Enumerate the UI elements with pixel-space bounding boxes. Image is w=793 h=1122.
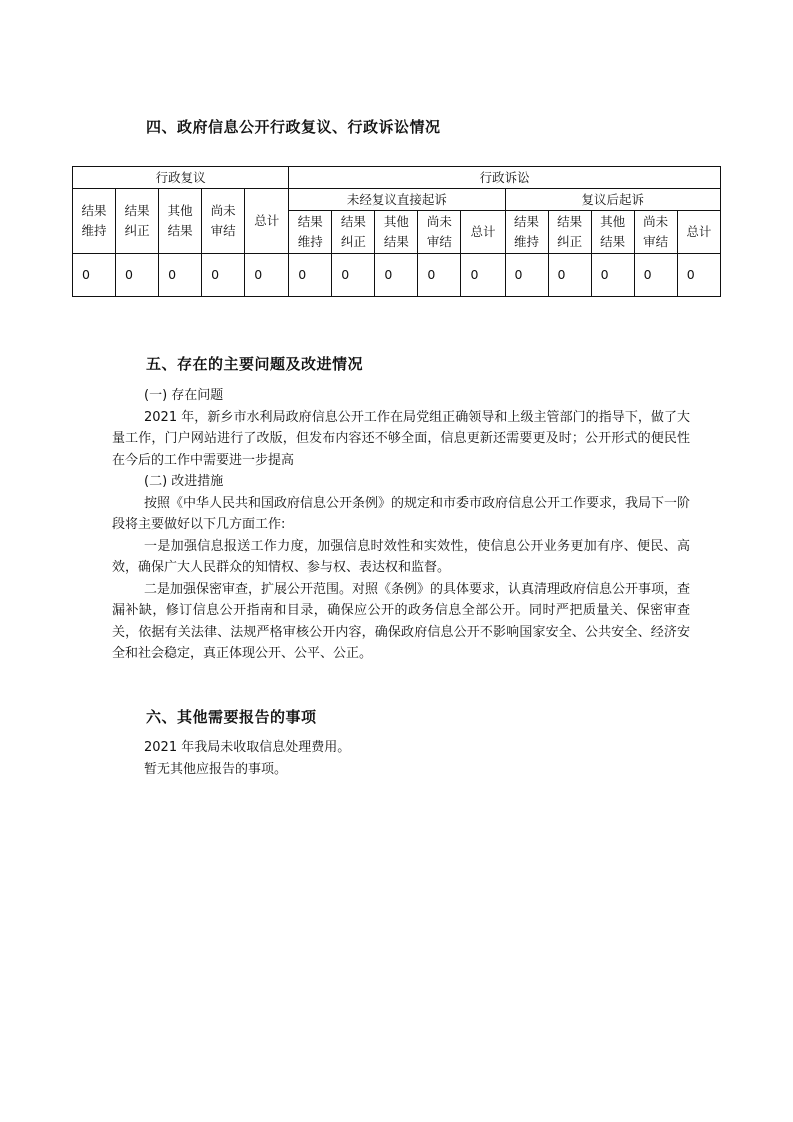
after-col-total: 总计 (677, 211, 720, 254)
value-cell: 0 (289, 254, 332, 297)
value-cell: 0 (461, 254, 505, 297)
measures-subheading: (二) 改进措施 (144, 474, 224, 489)
direct-col-pending: 尚未 审结 (418, 211, 461, 254)
value-cell: 0 (202, 254, 245, 297)
section5-body (112, 385, 690, 665)
value-cell: 0 (375, 254, 418, 297)
section6-heading: 六、其他需要报告的事项 (146, 708, 317, 726)
problems-paragraph: 2021 年，新乡市水利局政府信息公开工作在局党组正确领导和上级主管部门的指导下，做了大量工作，门户网站进行了改版，但发布内容还不够全面，信息更新还需要更及时；公开形式的便民性在今后的工作中需要进一步提高 (112, 409, 690, 468)
value-cell: 0 (548, 254, 591, 297)
value-cell: 0 (634, 254, 677, 297)
review-col-total: 总计 (245, 189, 289, 254)
section6-body (144, 737, 684, 780)
review-col-maintain: 结果 维持 (73, 189, 116, 254)
measures-intro-paragraph: 按照《中华人民共和国政府信息公开条例》的规定和市委市政府信息公开工作要求，我局下一阶段将主要做好以下几方面工作: (112, 495, 691, 532)
value-cell: 0 (73, 254, 116, 297)
review-col-other: 其他 结果 (159, 189, 202, 254)
review-col-correct: 结果 纠正 (116, 189, 159, 254)
direct-col-maintain: 结果 维持 (289, 211, 332, 254)
review-litigation-table (72, 166, 721, 297)
section4-heading: 四、政府信息公开行政复议、行政诉讼情况 (146, 118, 441, 136)
after-col-maintain: 结果 维持 (505, 211, 548, 254)
value-cell: 0 (245, 254, 289, 297)
table-row (73, 254, 721, 297)
section5-heading: 五、存在的主要问题及改进情况 (146, 355, 364, 373)
value-cell: 0 (591, 254, 634, 297)
value-cell: 0 (332, 254, 375, 297)
measure-one-paragraph: 一是加强信息报送工作力度，加强信息时效性和实效性，使信息公开业务更加有序、便民、高效，确保广大人民群众的知情权、参与权、表达权和监督。 (112, 538, 690, 575)
admin-litigation-header: 行政诉讼 (289, 167, 721, 189)
after-review-header: 复议后起诉 (505, 189, 721, 211)
after-col-correct: 结果 纠正 (548, 211, 591, 254)
other-matters-statement: 暂无其他应报告的事项。 (144, 761, 288, 777)
value-cell: 0 (418, 254, 461, 297)
direct-col-other: 其他 结果 (375, 211, 418, 254)
problems-subheading: (一) 存在问题 (144, 388, 224, 403)
value-cell: 0 (116, 254, 159, 297)
direct-col-correct: 结果 纠正 (332, 211, 375, 254)
fee-statement: 2021 年我局未收取信息处理费用。 (144, 740, 351, 755)
review-col-pending: 尚未 审结 (202, 189, 245, 254)
value-cell: 0 (159, 254, 202, 297)
value-cell: 0 (677, 254, 720, 297)
direct-litigation-header: 未经复议直接起诉 (289, 189, 505, 211)
value-cell: 0 (505, 254, 548, 297)
direct-col-total: 总计 (461, 211, 505, 254)
after-col-other: 其他 结果 (591, 211, 634, 254)
admin-review-header: 行政复议 (73, 167, 289, 189)
measure-two-paragraph: 二是加强保密审查，扩展公开范围。对照《条例》的具体要求，认真清理政府信息公开事项，查漏补缺，修订信息公开指南和目录，确保应公开的政务信息全部公开。同时严把质量关、保密审查关，依据有关法律、法规严格审核公开内容，确保政府信息公开不影响国家安全、公共安全、经济安全和社会稳定，真正体现公开、公平、公正。 (112, 581, 691, 661)
after-col-pending: 尚未 审结 (634, 211, 677, 254)
